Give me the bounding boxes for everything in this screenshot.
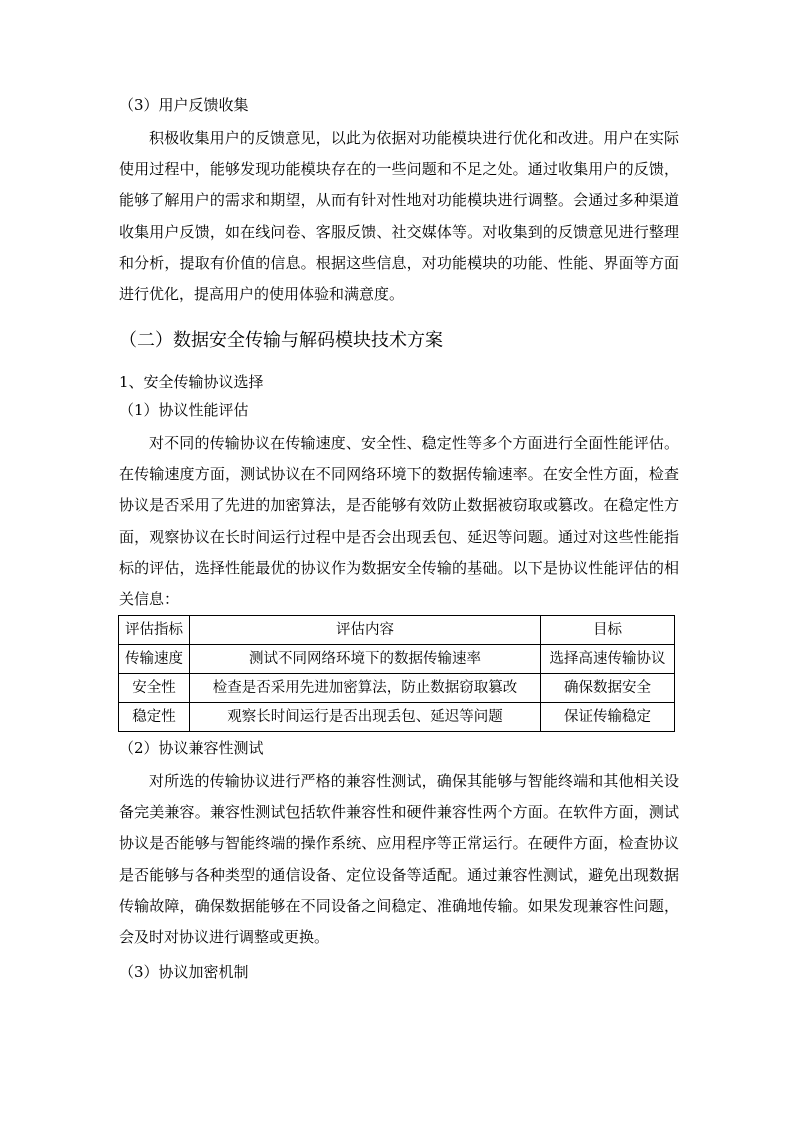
- performance-table: [118, 615, 675, 732]
- heading-protocol-encryption: （3）协议加密机制: [119, 963, 249, 981]
- table-row: [119, 674, 675, 703]
- section-title-data-security: （二）数据安全传输与解码模块技术方案: [119, 330, 443, 351]
- paragraph-user-feedback: 积极收集用户的反馈意见，以此为依据对功能模块进行优化和改进。用户在实际使用过程中，能够发现功能模块存在的一些问题和不足之处。通过收集用户的反馈，能够了解用户的需求和期望，从而有针对性地对功能模块进行调整。会通过多种渠道收集用户反馈，如在线问卷、客服反馈、社交媒体等。对收集到的反馈意见进行整理和分析，提取有价值的信息。根据这些信息，对功能模块的功能、性能、界面等方面进行优化，提高用户的使用体验和满意度。: [119, 129, 679, 304]
- table-header-cell: 评估指标: [119, 616, 190, 645]
- table-cell: 传输速度: [119, 645, 190, 674]
- heading-protocol-compatibility: （2）协议兼容性测试: [119, 739, 264, 757]
- heading-user-feedback: （3）用户反馈收集: [119, 96, 249, 114]
- table-header-cell: 目标: [541, 616, 675, 645]
- table-cell: 安全性: [119, 674, 190, 703]
- paragraph-protocol-compatibility: 对所选的传输协议进行严格的兼容性测试，确保其能够与智能终端和其他相关设备完美兼容。兼容性测试包括软件兼容性和硬件兼容性两个方面。在软件方面，测试协议是否能够与智能终端的操作系统、应用程序等正常运行。在硬件方面，检查协议是否能够与各种类型的通信设备、定位设备等适配。通过兼容性测试，避免出现数据传输故障，确保数据能够在不同设备之间稳定、准确地传输。如果发现兼容性问题，会及时对协议进行调整或更换。: [119, 772, 679, 947]
- table-header-row: [119, 616, 675, 645]
- table-cell: 观察长时间运行是否出现丢包、延迟等问题: [190, 703, 541, 732]
- subsection-title-protocol-selection: 1、安全传输协议选择: [119, 373, 264, 391]
- table-cell: 测试不同网络环境下的数据传输速率: [190, 645, 541, 674]
- table-header-cell: 评估内容: [190, 616, 541, 645]
- table-row: [119, 645, 675, 674]
- heading-protocol-performance: （1）协议性能评估: [119, 401, 249, 419]
- table-cell: 检查是否采用先进加密算法，防止数据窃取篡改: [190, 674, 541, 703]
- table-cell: 选择高速传输协议: [541, 645, 675, 674]
- table-cell: 保证传输稳定: [541, 703, 675, 732]
- table-row: [119, 703, 675, 732]
- table-cell: 稳定性: [119, 703, 190, 732]
- paragraph-protocol-performance: 对不同的传输协议在传输速度、安全性、稳定性等多个方面进行全面性能评估。在传输速度方面，测试协议在不同网络环境下的数据传输速率。在安全性方面，检查协议是否采用了先进的加密算法，是否能够有效防止数据被窃取或篡改。在稳定性方面，观察协议在长时间运行过程中是否会出现丢包、延迟等问题。通过对这些性能指标的评估，选择性能最优的协议作为数据安全传输的基础。以下是协议性能评估的相关信息：: [119, 434, 679, 609]
- table-cell: 确保数据安全: [541, 674, 675, 703]
